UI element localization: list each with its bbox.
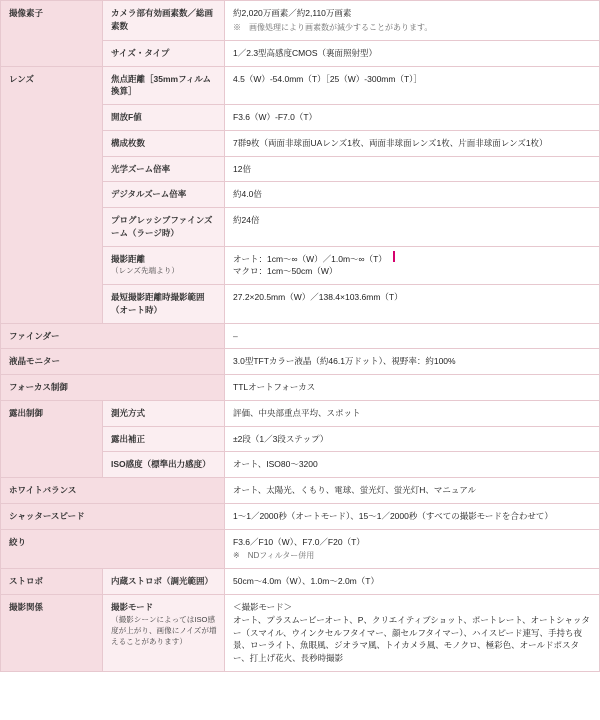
row-category: 露出制御	[1, 400, 103, 477]
row-value	[225, 156, 600, 182]
row-category: ストロボ	[1, 569, 103, 595]
value-line: オート、プラスムービーオート、P、クリエイティブショット、ポートレート、オートシャッター（スマイル、ウインクセルフタイマー、顔セルフタイマー）、ハイスピード連写、手持ち夜景、ローライト、魚眼風、ジオラマ風、トイカメラ風、モノクロ、極彩色、オールドポスター、打上げ花火、長秒時撮影	[233, 614, 590, 663]
value-line: ±2段（1／3段ステップ）	[233, 433, 329, 444]
value-line: 1〜1／2000秒（オートモード）、15〜1／2000秒（すべての撮影モードを合わせて）	[233, 510, 553, 521]
row-value	[225, 503, 600, 529]
row-subcategory: プログレッシブファインズーム（ラージ時）	[103, 208, 225, 247]
row-subcategory: ISO感度（標準出力感度）	[103, 452, 225, 478]
row-value	[225, 182, 600, 208]
table-row	[1, 323, 600, 349]
value-line: 約4.0倍	[233, 189, 262, 200]
row-subcategory-label: 撮影モード	[111, 602, 154, 612]
value-line: F3.6（W）-F7.0（T）	[233, 112, 318, 122]
row-value	[225, 40, 600, 66]
value-line: 約24倍	[233, 215, 260, 225]
row-value	[225, 400, 600, 426]
row-value	[225, 426, 600, 452]
row-value	[225, 130, 600, 156]
row-subcategory: 最短撮影距離時撮影範囲（オート時）	[103, 285, 225, 324]
table-row	[1, 349, 600, 375]
row-subcategory: 焦点距離［35mmフィルム換算］	[103, 66, 225, 105]
value-line: オート、ISO80〜3200	[233, 459, 318, 470]
row-category: ホワイトバランス	[1, 478, 225, 504]
row-subcategory: デジタルズーム倍率	[103, 182, 225, 208]
row-subcategory-label: 撮影距離	[111, 253, 146, 264]
value-line: 1／2.3型高感度CMOS（裏面照射型）	[233, 47, 378, 58]
row-value	[225, 452, 600, 478]
row-subcategory: カメラ部有効画素数／総画素数	[103, 1, 225, 41]
value-line: TTLオートフォーカス	[233, 382, 316, 392]
row-value	[225, 349, 600, 375]
row-value	[225, 323, 600, 349]
row-value	[225, 529, 600, 569]
table-row	[1, 400, 600, 426]
row-subcategory-note: （撮影シーンによってはISO感度が上がり、画像にノイズが増えることがあります）	[111, 614, 217, 646]
row-subcategory: サイズ・タイプ	[103, 40, 225, 66]
value-line: 27.2×20.5mm（W）／138.4×103.6mm（T）	[233, 292, 403, 302]
value-line: マクロ：1cm〜50cm（W）	[233, 266, 338, 277]
row-subcategory: 構成枚数	[103, 130, 225, 156]
spec-table-body	[1, 1, 600, 672]
table-row	[1, 569, 600, 595]
row-value	[225, 595, 600, 672]
row-subcategory: 測光方式	[103, 400, 225, 426]
table-row	[1, 529, 600, 569]
row-subcategory: 光学ズーム倍率	[103, 156, 225, 182]
value-line: F3.6／F10（W）、F7.0／F20（T）	[233, 536, 365, 547]
value-note: ※ 画像処理により画素数が減少することがあります。	[233, 22, 433, 32]
value-line: 7群9枚（両面非球面UAレンズ1枚、両面非球面レンズ1枚、片面非球面レンズ1枚）	[233, 137, 548, 148]
value-line: 3.0型TFTカラー液晶（約46.1万ドット）、視野率：約100%	[233, 356, 456, 367]
value-line: オート、太陽光、くもり、電球、蛍光灯、蛍光灯H、マニュアル	[233, 485, 477, 495]
table-row	[1, 595, 600, 672]
row-category: レンズ	[1, 66, 103, 323]
row-value	[225, 478, 600, 504]
row-category: ファインダー	[1, 323, 225, 349]
value-note: ※ NDフィルター併用	[233, 551, 315, 561]
value-line: 評価、中央部重点平均、スポット	[233, 407, 361, 418]
row-value	[225, 569, 600, 595]
row-value	[225, 105, 600, 131]
row-category: 液晶モニター	[1, 349, 225, 375]
row-value	[225, 285, 600, 324]
row-value	[225, 1, 600, 41]
row-value	[225, 375, 600, 401]
table-row	[1, 375, 600, 401]
row-subcategory: 露出補正	[103, 426, 225, 452]
row-subcategory-note: （レンズ先端より）	[111, 266, 179, 276]
row-subcategory: 内蔵ストロボ（調光範囲）	[103, 569, 225, 595]
row-category: フォーカス制御	[1, 375, 225, 401]
row-subcategory: 開放F値	[103, 105, 225, 131]
table-row	[1, 1, 600, 41]
row-value	[225, 208, 600, 247]
value-line: 約2,020万画素／約2,110万画素	[233, 8, 352, 18]
row-category: 撮影関係	[1, 595, 103, 672]
table-row	[1, 66, 600, 105]
table-row	[1, 503, 600, 529]
row-category: 撮像素子	[1, 1, 103, 67]
value-line: 4.5（W）-54.0mm（T）［25（W）-300mm（T）］	[233, 73, 422, 84]
row-value	[225, 66, 600, 105]
table-row	[1, 478, 600, 504]
value-line: オート：1cm〜∞（W）／1.0m〜∞（T）	[233, 253, 387, 264]
row-value	[225, 246, 600, 285]
value-line: 12倍	[233, 163, 251, 174]
row-subcategory	[103, 595, 225, 672]
row-category: 絞り	[1, 529, 225, 569]
value-line: ＜撮影モード＞	[233, 602, 293, 612]
value-line: 50cm〜4.0m（W）、1.0m〜2.0m（T）	[233, 576, 379, 587]
row-subcategory	[103, 246, 225, 285]
text-cursor	[393, 251, 395, 262]
row-category: シャッタースピード	[1, 503, 225, 529]
value-line: –	[233, 330, 238, 341]
